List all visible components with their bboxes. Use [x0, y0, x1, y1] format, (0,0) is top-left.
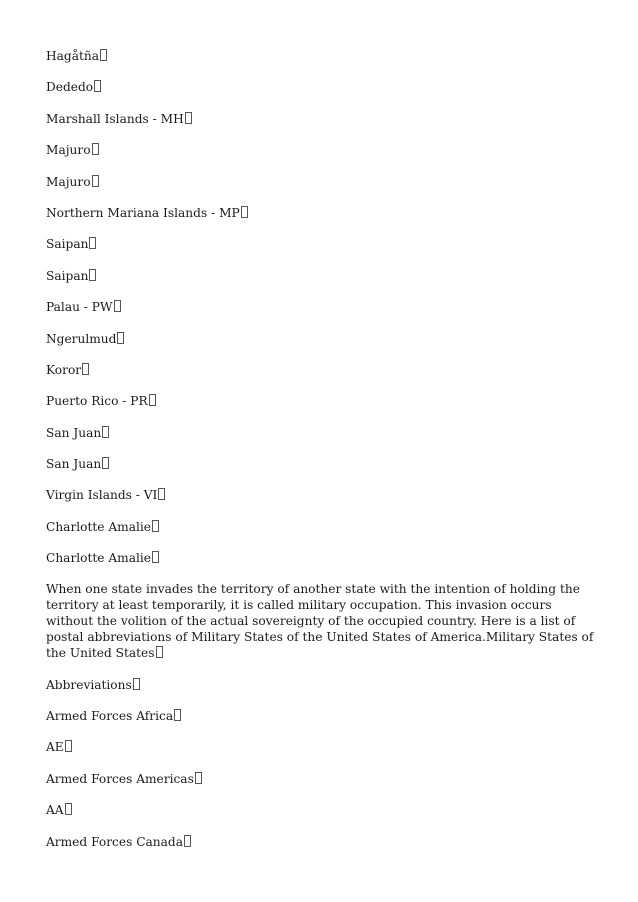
text-line: Charlotte Amalie	[46, 549, 594, 567]
missing-glyph-icon	[89, 237, 96, 249]
missing-glyph-icon	[94, 80, 101, 92]
text-line: AA	[46, 801, 594, 819]
missing-glyph-icon	[149, 394, 156, 406]
text-line: Majuro	[46, 173, 594, 191]
missing-glyph-icon	[133, 678, 140, 690]
text-line: Koror	[46, 361, 594, 379]
text-line: Saipan	[46, 267, 594, 285]
text-line: Abbreviations	[46, 676, 594, 694]
missing-glyph-icon	[102, 457, 109, 469]
missing-glyph-icon	[156, 646, 163, 658]
missing-glyph-icon	[89, 269, 96, 281]
missing-glyph-icon	[92, 143, 99, 155]
text-line: San Juan	[46, 424, 594, 442]
body-paragraph: When one state invades the territory of another state with the intention of holding the territory at least temporarily, it is called military occupation. This invasion occurs without the volition of the actual sovereignty of the occupied country. Here is a list of postal abbreviations of Military States of the United States of America.Military States of the United States	[46, 581, 594, 661]
missing-glyph-icon	[100, 49, 107, 61]
text-line: Dededo	[46, 78, 594, 96]
missing-glyph-icon	[195, 772, 202, 784]
missing-glyph-icon	[82, 363, 89, 375]
text-line: Puerto Rico - PR	[46, 392, 594, 410]
text-line: Armed Forces Africa	[46, 707, 594, 725]
missing-glyph-icon	[185, 112, 192, 124]
text-line: Charlotte Amalie	[46, 518, 594, 536]
text-line: Hagåtña	[46, 47, 594, 65]
text-line: Armed Forces Canada	[46, 833, 594, 851]
text-line: Palau - PW	[46, 298, 594, 316]
document-page	[46, 47, 594, 864]
missing-glyph-icon	[152, 551, 159, 563]
missing-glyph-icon	[114, 300, 121, 312]
text-line: Virgin Islands - VI	[46, 486, 594, 504]
missing-glyph-icon	[174, 709, 181, 721]
text-line: Marshall Islands - MH	[46, 110, 594, 128]
missing-glyph-icon	[65, 740, 72, 752]
missing-glyph-icon	[241, 206, 248, 218]
missing-glyph-icon	[152, 520, 159, 532]
missing-glyph-icon	[184, 835, 191, 847]
missing-glyph-icon	[92, 175, 99, 187]
missing-glyph-icon	[117, 332, 124, 344]
text-line: San Juan	[46, 455, 594, 473]
missing-glyph-icon	[158, 488, 165, 500]
text-line: Majuro	[46, 141, 594, 159]
text-line: Saipan	[46, 235, 594, 253]
missing-glyph-icon	[65, 803, 72, 815]
text-line: Armed Forces Americas	[46, 770, 594, 788]
missing-glyph-icon	[102, 426, 109, 438]
text-line: AE	[46, 738, 594, 756]
text-line: Northern Mariana Islands - MP	[46, 204, 594, 222]
text-line: Ngerulmud	[46, 330, 594, 348]
